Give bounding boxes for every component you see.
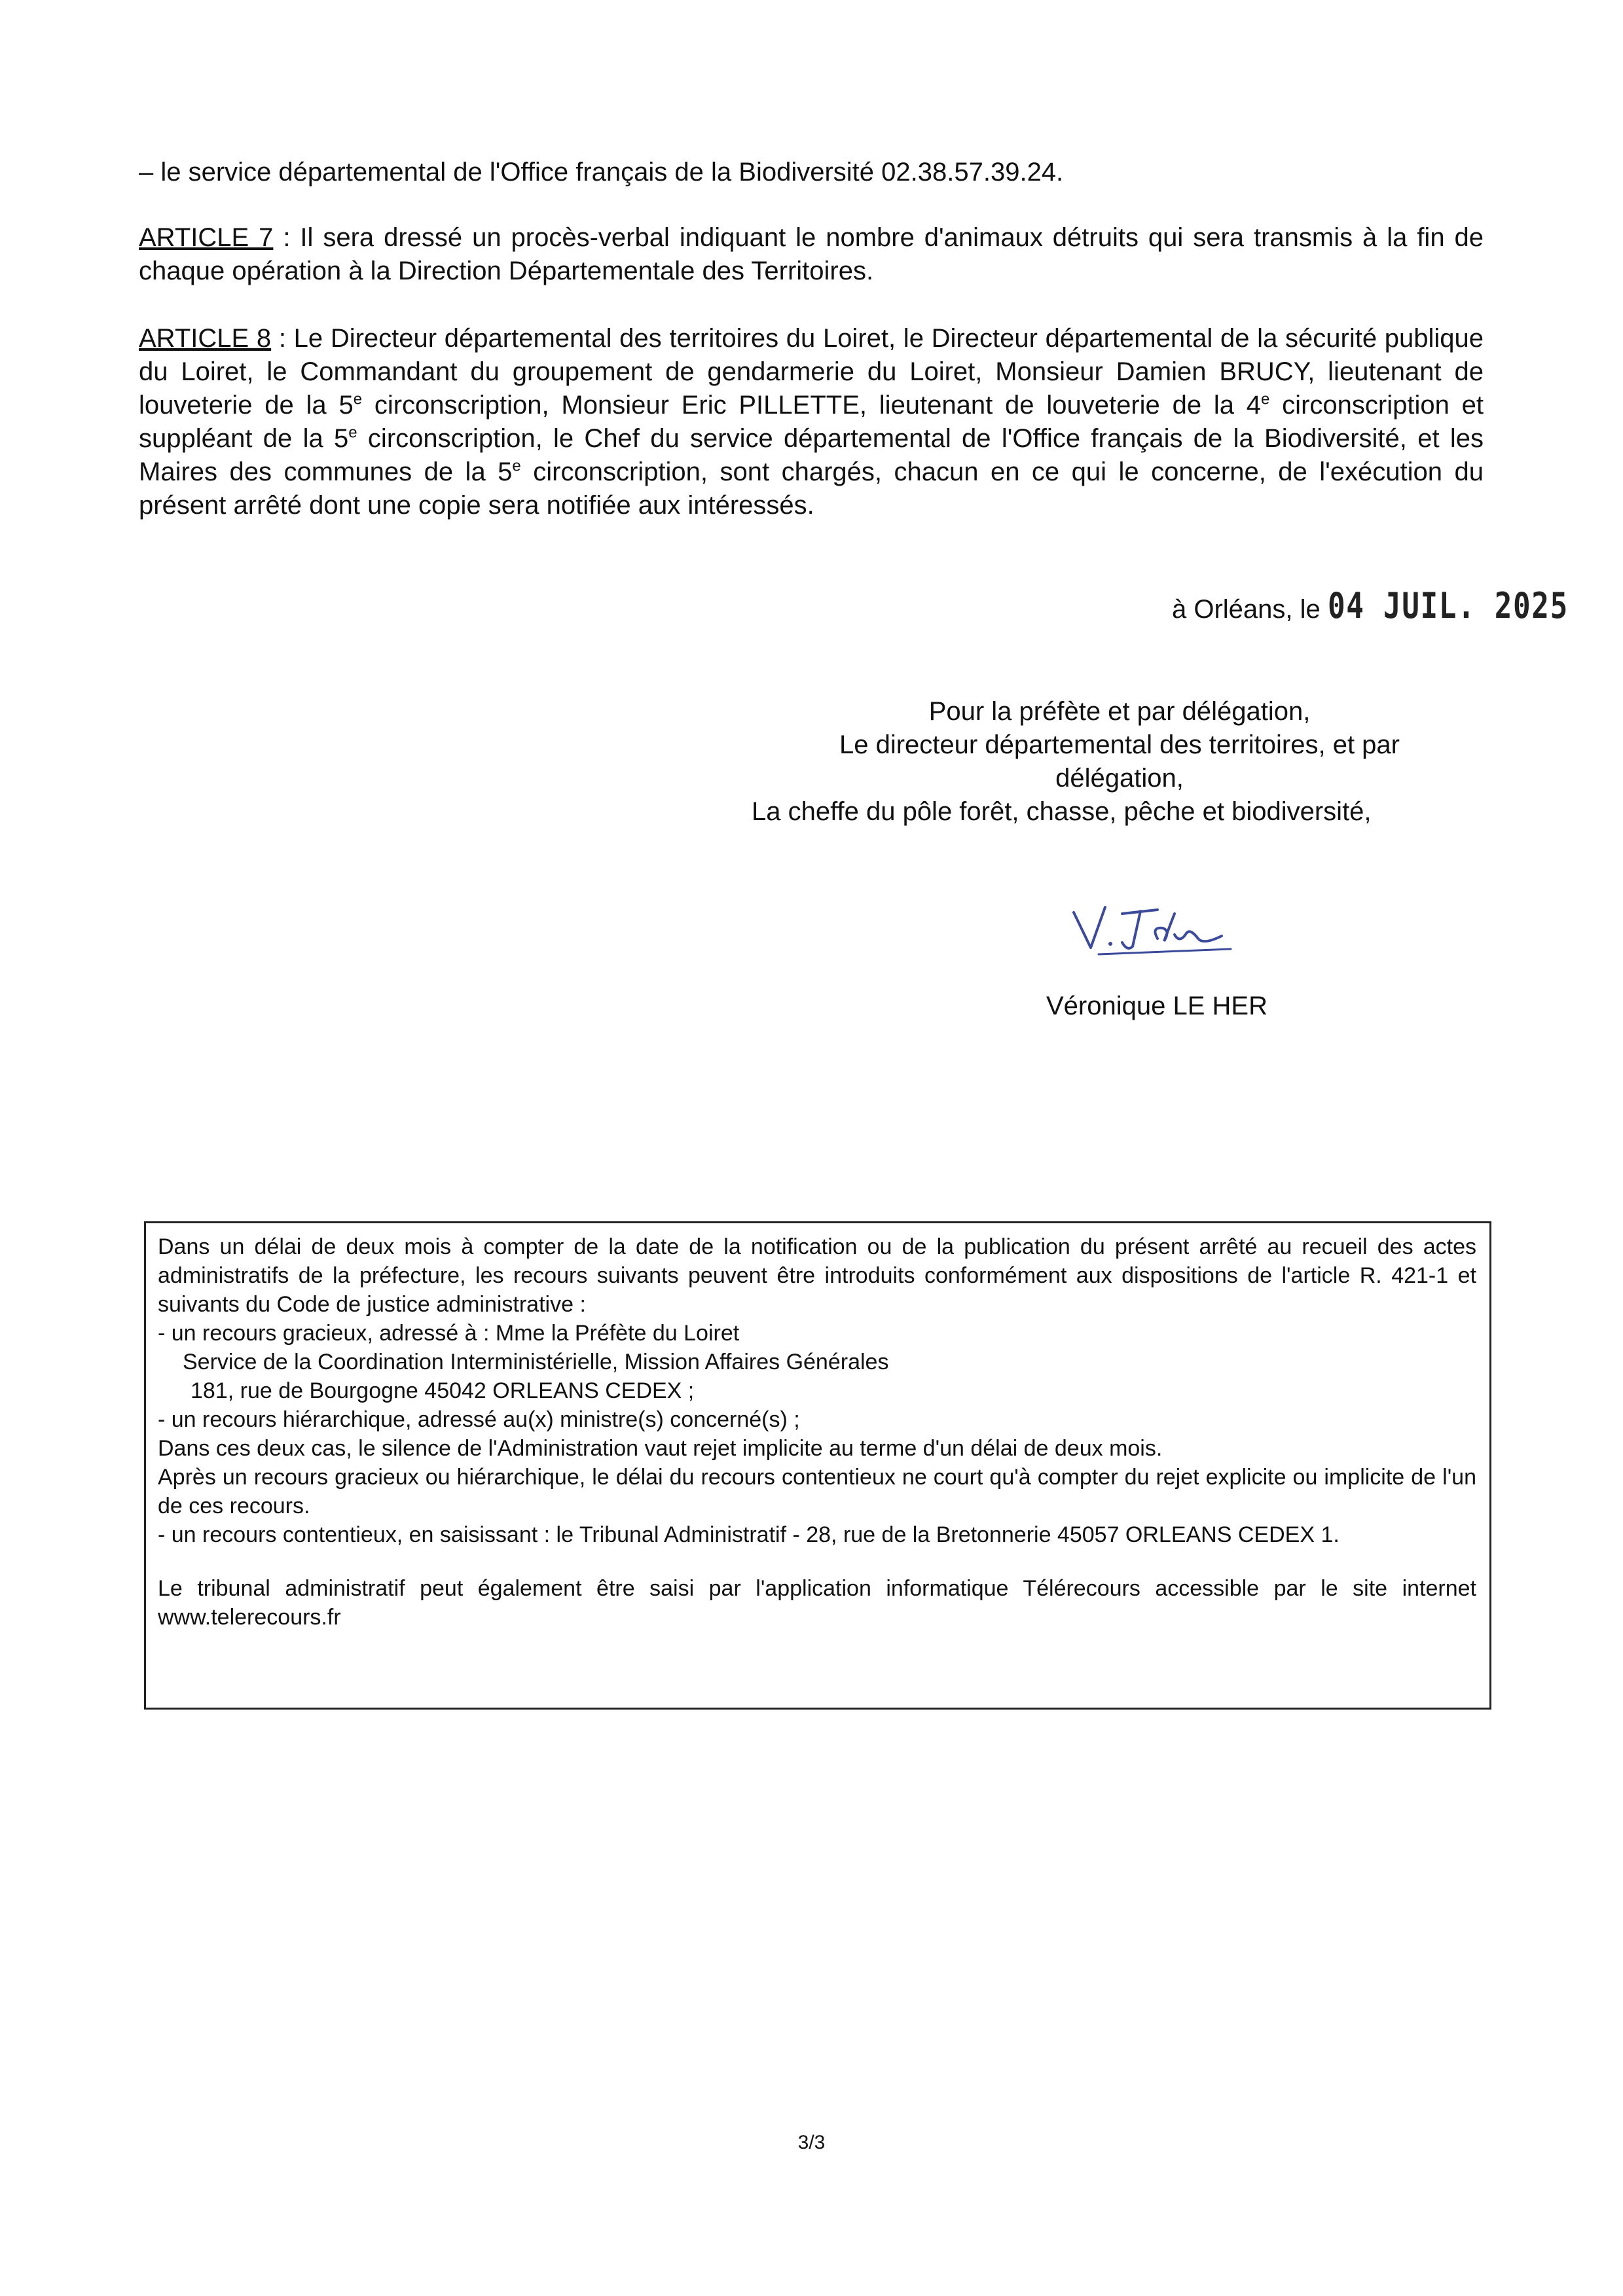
recourse-delay: Après un recours gracieux ou hiérarchique, le délai du recours contentieux ne court qu'à compter du rejet explicite ou implicite de l'un de ces recours. [158,1465,1476,1518]
article-7 [139,221,1484,288]
recourse-silence: Dans ces deux cas, le silence de l'Administration vaut rejet implicite au terme d'un délai de deux mois. [158,1436,1163,1461]
recourse-notice-box [144,1221,1491,1710]
superscript: e [512,457,521,475]
date-stamp: 04 JUIL. 2025 [1327,585,1569,626]
signatory-line-3: délégation, [1055,764,1184,793]
superscript: e [348,423,357,442]
page-number: 3/3 [797,2132,826,2153]
recourse-address: 181, rue de Bourgogne 45042 ORLEANS CEDEX ; [191,1378,695,1403]
article-8-text: circonscription, le Chef du service départemental de l'Office français de la Biodiversité, et les Maires des communes de la 5 [139,424,1484,486]
article-8-label: ARTICLE 8 [139,324,272,353]
article-7-text: : Il sera dressé un procès-verbal indiquant le nombre d'animaux détruits qui sera transmis à la fin de chaque opération à la Direction Départementale des Territoires. [139,223,1484,285]
superscript: e [353,390,363,408]
article-8-text: circonscription et suppléant de la 5 [139,391,1484,453]
place-date [1172,585,1622,626]
signatory-block [655,695,1584,795]
recourse-gracious: - un recours gracieux, adressé à : Mme la Préfète du Loiret [158,1321,740,1346]
article-8-text: circonscription, Monsieur Eric PILLETTE, lieutenant de louveterie de la 4 [362,391,1262,420]
handwritten-signature [1059,888,1236,960]
signatory-line-4: La cheffe du pôle forêt, chasse, pêche et biodiversité, [752,797,1372,826]
recourse-intro: Dans un délai de deux mois à compter de la date de la notification ou de la publication du présent arrêté au recueil des actes administratifs de la préfecture, les recours suivants peuvent être introduits conformément aux dispositions de l'article R. 421-1 et suivants du Code de justice administrative : [158,1234,1476,1317]
article-8-text: : Le Directeur départemental des territoires du Loiret, le Directeur départemental de la sécurité publique du Loiret, le Commandant du groupement de gendarmerie du Loiret, Monsieur Damien BRUCY, lieutenant de louveterie de la 5 [139,324,1484,420]
recourse-contentious: - un recours contentieux, en saisissant : le Tribunal Administratif - 28, rue de la Bretonnerie 45057 ORLEANS CEDEX 1. [158,1522,1340,1547]
recourse-telerecours: Le tribunal administratif peut également être saisi par l'application informatique Télérecours accessible par le site internet www.telerecours.fr [158,1576,1476,1630]
ofb-contact-line: – le service départemental de l'Office français de la Biodiversité 02.38.57.39.24. [139,158,1064,187]
recourse-hierarchical: - un recours hiérarchique, adressé au(x) ministre(s) concerné(s) ; [158,1407,800,1432]
article-8 [139,322,1484,522]
recourse-service: Service de la Coordination Interministérielle, Mission Affaires Générales [183,1350,889,1374]
superscript: e [1261,390,1270,408]
place-date-prefix: à Orléans, le [1172,595,1321,624]
signatory-line-1: Pour la préfète et par délégation, [928,697,1311,726]
signatory-name: Véronique LE HER [1046,992,1267,1020]
article-7-label: ARTICLE 7 [139,223,274,252]
signatory-line-2: Le directeur départemental des territoires, et par [839,730,1400,759]
article-8-text: circonscription, sont chargés, chacun en ce qui le concerne, de l'exécution du présent arrêté dont une copie sera notifiée aux intéressés. [139,457,1484,520]
